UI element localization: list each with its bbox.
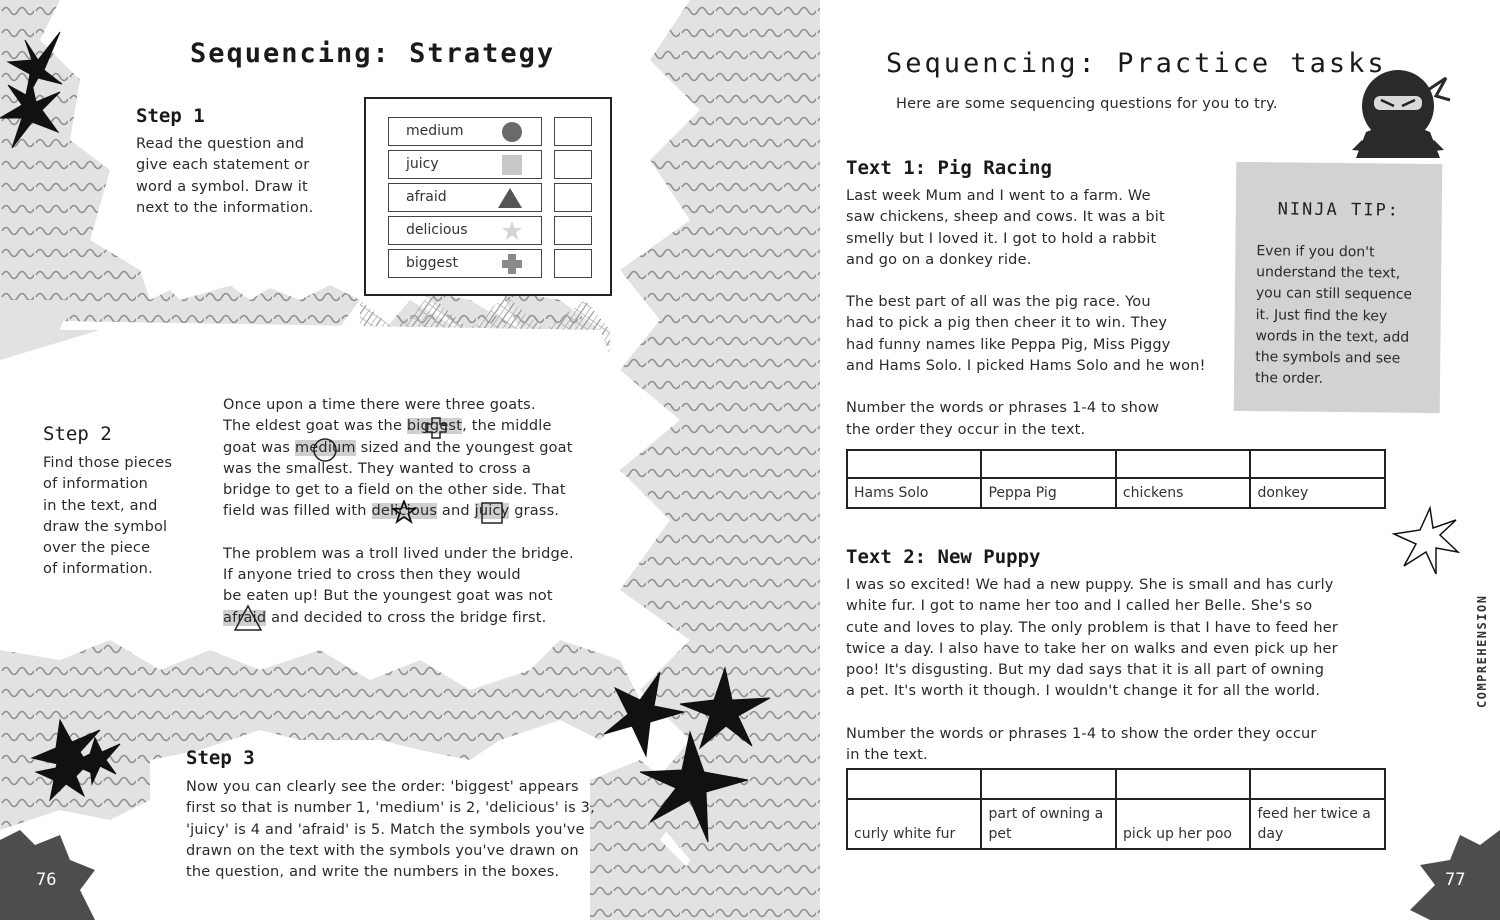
story-line [223, 416, 603, 437]
number-box[interactable] [1116, 450, 1251, 478]
story-text: grass. [509, 503, 560, 520]
keyword-biggest [407, 418, 462, 434]
story-text: sized and the youngest goat [355, 439, 573, 456]
step3-line: 'juicy' is 4 and 'afraid' is 5. Match the symbols you've [186, 821, 585, 838]
step1-line: next to the information. [136, 199, 314, 216]
answer-phrase: curly white fur [847, 799, 981, 849]
number-row [847, 450, 1385, 478]
keyword-label: juicy [406, 156, 439, 172]
section-label: COMPREHENSION [1475, 594, 1489, 708]
story-line: be eaten up! But the youngest goat was not [223, 588, 553, 605]
number-box[interactable] [1250, 769, 1385, 799]
answer-box[interactable] [554, 117, 592, 146]
keyword-delicious [372, 503, 438, 519]
ninja-tip-text [1255, 241, 1439, 391]
phrase-row [847, 799, 1385, 849]
goat-story [223, 395, 603, 629]
keyword-label: delicious [406, 222, 468, 238]
keyword-row-afraid [388, 183, 542, 212]
answer-phrase: donkey [1250, 478, 1385, 508]
text1-line: The best part of all was the pig race. You [846, 294, 1151, 311]
story-line [223, 438, 603, 459]
number-box[interactable] [1116, 769, 1250, 799]
step3-line: first so that is number 1, 'medium' is 2, 'delicious' is 3, [186, 800, 595, 817]
keyword-text: medium [294, 439, 356, 456]
phrase-row [847, 478, 1385, 508]
keyword-label: medium [406, 123, 464, 139]
number-box[interactable] [847, 769, 981, 799]
answer-box[interactable] [554, 183, 592, 212]
paragraph-gap [846, 703, 1386, 724]
keyword-row-juicy [388, 150, 542, 179]
number-box[interactable] [1250, 450, 1385, 478]
keyword-row-medium [388, 117, 542, 146]
answer-phrase: pick up her poo [1116, 799, 1250, 849]
keyword-text: delicious [371, 503, 438, 520]
step2-line: draw the symbol [43, 518, 168, 535]
answer-phrase: Peppa Pig [981, 478, 1115, 508]
keyword-afraid [223, 610, 266, 626]
step3-heading: Step 3 [186, 747, 255, 769]
step3-line: drawn on the text with the symbols you've drawn on [186, 842, 579, 859]
story-text: and [437, 503, 475, 520]
step1-line: Read the question and [136, 136, 305, 152]
story-line: was the smallest. They wanted to cross a [223, 460, 532, 477]
text2-line: twice a day. I also have to take her on walks and even pick up her [846, 640, 1338, 657]
answer-box[interactable] [554, 150, 592, 179]
text2-line: I was so excited! We had a new puppy. She is small and has curly [846, 577, 1334, 593]
step2-line: over the piece [43, 540, 151, 557]
text1-line: smelly but I loved it. I got to hold a rabbit [846, 230, 1157, 247]
step1-text [136, 134, 346, 219]
text2-line: cute and loves to play. The only problem is that I have to feed her [846, 619, 1339, 636]
step3-line: the question, and write the numbers in the boxes. [186, 864, 560, 881]
text2-instruction: Number the words or phrases 1-4 to show the order they occur [846, 725, 1317, 742]
text2-instruction: in the text. [846, 747, 928, 764]
answer-phrase: chickens [1116, 478, 1251, 508]
text1-instruction: Number the words or phrases 1-4 to show [846, 400, 1160, 417]
step2-text [43, 453, 203, 581]
intro-text: Here are some sequencing questions for you to try. [896, 96, 1278, 112]
story-line: The problem was a troll lived under the bridge. [223, 545, 574, 562]
step1-line: give each statement or [136, 157, 310, 174]
tip-line: the order. [1254, 370, 1324, 388]
square-icon [501, 154, 523, 176]
ninja-tip-box [1234, 162, 1443, 413]
cross-icon [501, 253, 523, 275]
paragraph-gap [846, 271, 1226, 292]
answer-phrase: part of owning a pet [981, 799, 1116, 849]
story-text: , the middle [462, 418, 552, 435]
step2-line: Find those pieces [43, 455, 173, 471]
text1-body [846, 186, 1226, 441]
keyword-text: juicy [474, 503, 510, 520]
tip-line: words in the text, add [1255, 327, 1410, 346]
text1-line: had to pick a pig then cheer it to win. They [846, 315, 1168, 332]
star-icon [501, 220, 523, 242]
paragraph-gap [846, 377, 1226, 398]
text2-line: poo! It's disgusting. But my dad says that it is all part of owning [846, 662, 1325, 679]
text1-line: Last week Mum and I went to a farm. We [846, 188, 1151, 204]
step3-line: Now you can clearly see the order: 'biggest' appears [186, 779, 579, 795]
keyword-medium [295, 440, 356, 456]
story-line [223, 608, 603, 629]
keyword-row-delicious [388, 216, 542, 245]
number-box[interactable] [847, 450, 981, 478]
text2-line: a pet. It's worth it though. I wouldn't change it for all the world. [846, 683, 1321, 700]
page-title-right: Sequencing: Practice tasks [886, 48, 1387, 79]
text1-heading: Text 1: Pig Racing [846, 157, 1052, 179]
tip-line: you can still sequence [1255, 285, 1413, 304]
story-text: and decided to cross the bridge first. [266, 609, 547, 626]
keyword-text: biggest [406, 418, 463, 435]
keyword-juicy [475, 503, 510, 519]
step2-line: in the text, and [43, 497, 158, 514]
page-number-left: 76 [36, 870, 57, 890]
page-title-left: Sequencing: Strategy [190, 38, 556, 69]
story-text: goat was [223, 439, 295, 456]
triangle-icon [497, 187, 523, 209]
text1-line: and go on a donkey ride. [846, 251, 1032, 268]
page-number-right: 77 [1445, 870, 1466, 890]
keyword-label: afraid [406, 189, 447, 205]
story-text: The eldest goat was the [223, 418, 407, 435]
text2-line: white fur. I got to name her too and I called her Belle. She's so [846, 598, 1313, 615]
keyword-label: biggest [406, 255, 458, 271]
answer-box[interactable] [554, 216, 592, 245]
number-row [847, 769, 1385, 799]
keyword-panel [364, 97, 612, 296]
paragraph-gap [223, 523, 603, 544]
circle-icon [501, 121, 523, 143]
story-text: field was filled with [223, 503, 372, 520]
step1-line: word a symbol. Draw it [136, 178, 308, 195]
tip-line: Even if you don't [1256, 243, 1375, 261]
ninja-icon [1352, 70, 1450, 158]
text2-answer-table [846, 768, 1386, 850]
answer-phrase: Hams Solo [847, 478, 981, 508]
tip-line: the symbols and see [1255, 349, 1401, 367]
text1-instruction: the order they occur in the text. [846, 421, 1086, 438]
story-line: bridge to get to a field on the other side. That [223, 482, 566, 499]
text1-line: saw chickens, sheep and cows. It was a bit [846, 209, 1165, 226]
tip-line: understand the text, [1256, 264, 1401, 282]
text1-answer-table [846, 449, 1386, 509]
story-line: If anyone tried to cross then they would [223, 567, 521, 584]
text1-line: and Hams Solo. I picked Hams Solo and he won! [846, 358, 1206, 375]
step2-line: of information. [43, 561, 153, 578]
step1-heading: Step 1 [136, 105, 205, 127]
story-line: Once upon a time there were three goats. [223, 397, 536, 413]
text2-body [846, 575, 1386, 766]
step2-heading: Step 2 [43, 423, 112, 445]
number-box[interactable] [981, 769, 1116, 799]
answer-box[interactable] [554, 249, 592, 278]
text1-line: had funny names like Peppa Pig, Miss Piggy [846, 336, 1171, 353]
keyword-row-biggest [388, 249, 542, 278]
number-box[interactable] [981, 450, 1115, 478]
answer-phrase: feed her twice a day [1250, 799, 1385, 849]
tip-line: it. Just find the key [1255, 306, 1388, 325]
step3-text [186, 777, 616, 883]
text2-heading: Text 2: New Puppy [846, 546, 1041, 568]
ninja-tip-heading: NINJA TIP: [1277, 199, 1401, 221]
keyword-text: afraid [223, 609, 267, 626]
step2-line: of information [43, 476, 149, 493]
story-line [223, 501, 603, 522]
